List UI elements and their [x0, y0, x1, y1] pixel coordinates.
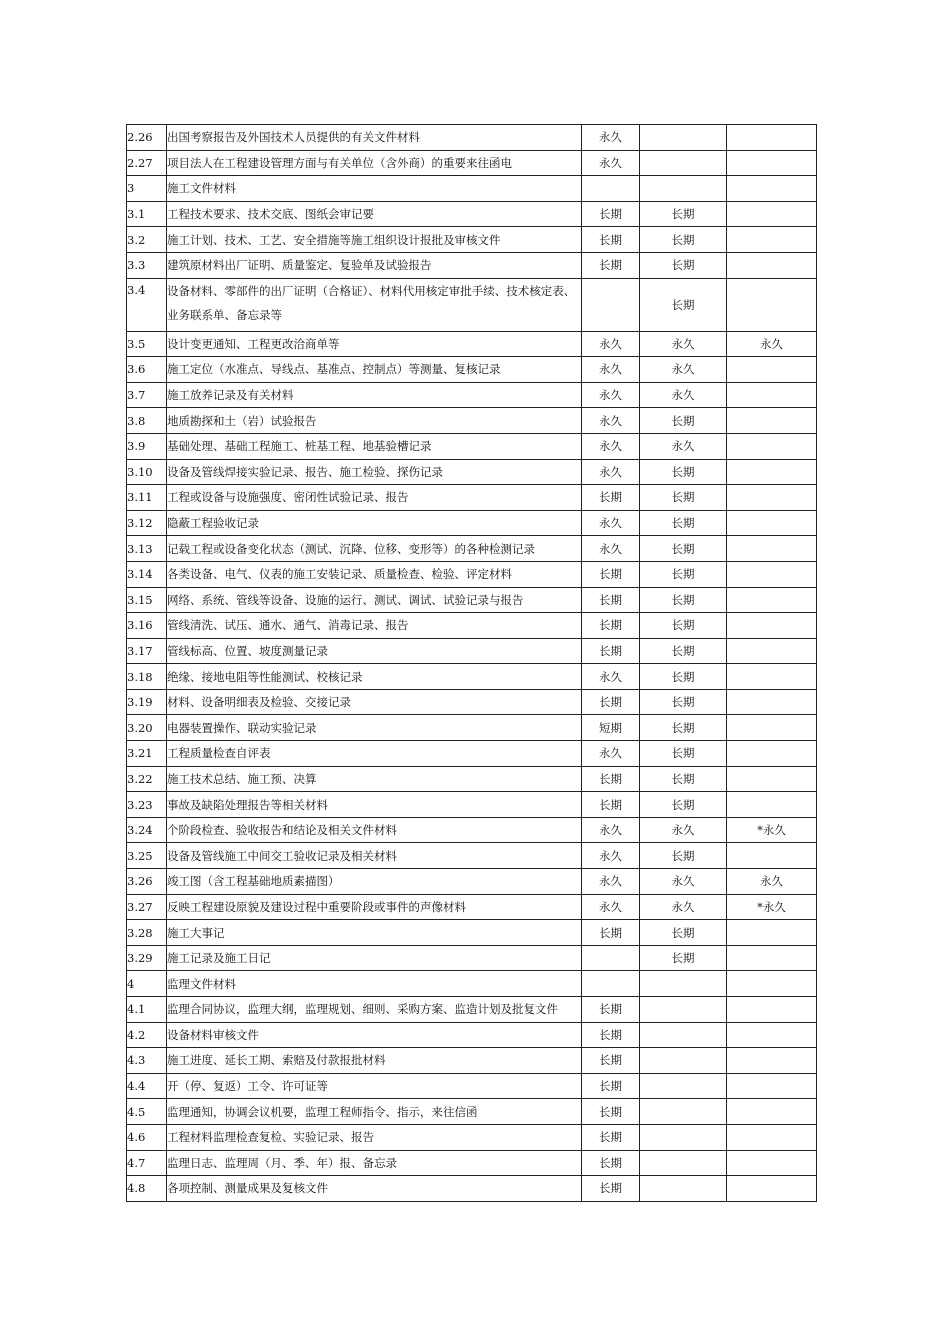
table-row	[127, 587, 817, 613]
item-number-cell: 3.17	[127, 638, 167, 664]
retention-col-2-cell: 长期	[640, 664, 727, 690]
retention-col-1-cell: 长期	[582, 561, 640, 587]
table-row	[127, 843, 817, 869]
retention-col-1-cell: 长期	[582, 1150, 640, 1176]
retention-col-3-cell	[727, 997, 817, 1023]
table-row	[127, 382, 817, 408]
item-number-cell: 4.1	[127, 997, 167, 1023]
item-name-cell: 施工进度、延长工期、索赔及付款报批材料	[167, 1048, 582, 1074]
table-row	[127, 1099, 817, 1125]
table-row	[127, 1048, 817, 1074]
item-number-cell: 3.28	[127, 920, 167, 946]
item-number-cell: 3.14	[127, 561, 167, 587]
table-row	[127, 766, 817, 792]
retention-col-1-cell: 长期	[582, 587, 640, 613]
item-name-cell: 各类设备、电气、仪表的施工安装记录、质量检查、检验、评定材料	[167, 561, 582, 587]
item-name-cell: 个阶段检查、验收报告和结论及相关文件材料	[167, 817, 582, 843]
item-number-cell: 3.8	[127, 408, 167, 434]
item-name-cell: 工程技术要求、技术交底、图纸会审记要	[167, 201, 582, 227]
retention-col-3-cell	[727, 227, 817, 253]
retention-col-2-cell	[640, 1073, 727, 1099]
item-number-cell: 3.25	[127, 843, 167, 869]
retention-col-2-cell	[640, 971, 727, 997]
retention-col-3-cell	[727, 741, 817, 767]
retention-col-2-cell	[640, 125, 727, 151]
retention-col-3-cell	[727, 201, 817, 227]
item-number-cell: 3.10	[127, 459, 167, 485]
item-number-cell: 3.23	[127, 792, 167, 818]
retention-col-3-cell	[727, 150, 817, 176]
retention-col-3-cell	[727, 715, 817, 741]
item-number-cell: 3.15	[127, 587, 167, 613]
item-number-cell: 3.12	[127, 510, 167, 536]
item-name-cell: 出国考察报告及外国技术人员提供的有关文件材料	[167, 125, 582, 151]
table-row	[127, 1124, 817, 1150]
item-number-cell: 3.27	[127, 894, 167, 920]
retention-col-2-cell	[640, 1150, 727, 1176]
retention-col-2-cell	[640, 997, 727, 1023]
retention-col-1-cell: 永久	[582, 510, 640, 536]
table-row	[127, 176, 817, 202]
retention-col-2-cell: 永久	[640, 869, 727, 895]
retention-col-1-cell: 短期	[582, 715, 640, 741]
retention-col-3-cell	[727, 1176, 817, 1202]
table-row	[127, 408, 817, 434]
retention-col-1-cell: 永久	[582, 536, 640, 562]
item-name-cell: 施工记录及施工日记	[167, 945, 582, 971]
item-name-cell: 施工定位（水准点、导线点、基准点、控制点）等测量、复核记录	[167, 357, 582, 383]
item-name-cell: 电器装置操作、联动实验记录	[167, 715, 582, 741]
retention-col-3-cell	[727, 357, 817, 383]
retention-col-3-cell	[727, 1022, 817, 1048]
retention-col-1-cell	[582, 278, 640, 331]
retention-col-3-cell	[727, 613, 817, 639]
retention-col-3-cell	[727, 920, 817, 946]
retention-col-1-cell: 长期	[582, 613, 640, 639]
table-row	[127, 433, 817, 459]
retention-col-1-cell: 长期	[582, 1048, 640, 1074]
retention-col-2-cell	[640, 1099, 727, 1125]
table-row	[127, 792, 817, 818]
item-name-cell: 管线清洗、试压、通水、通气、消毒记录、报告	[167, 613, 582, 639]
retention-col-2-cell: 长期	[640, 278, 727, 331]
retention-col-1-cell	[582, 945, 640, 971]
retention-col-3-cell	[727, 536, 817, 562]
item-name-cell: 设备材料审核文件	[167, 1022, 582, 1048]
table-row	[127, 638, 817, 664]
item-number-cell: 2.27	[127, 150, 167, 176]
table-row	[127, 1022, 817, 1048]
retention-col-3-cell	[727, 664, 817, 690]
retention-col-1-cell: 永久	[582, 459, 640, 485]
item-number-cell: 3.21	[127, 741, 167, 767]
item-number-cell: 3.20	[127, 715, 167, 741]
retention-col-2-cell: 长期	[640, 252, 727, 278]
table-row	[127, 971, 817, 997]
table-row	[127, 510, 817, 536]
retention-col-1-cell: 永久	[582, 894, 640, 920]
retention-col-2-cell: 长期	[640, 689, 727, 715]
table-row	[127, 357, 817, 383]
table-row	[127, 150, 817, 176]
retention-col-3-cell	[727, 689, 817, 715]
item-name-cell: 各项控制、测量成果及复核文件	[167, 1176, 582, 1202]
item-number-cell: 3.18	[127, 664, 167, 690]
retention-col-1-cell: 长期	[582, 227, 640, 253]
item-name-cell: 反映工程建设原貌及建设过程中重要阶段或事件的声像材料	[167, 894, 582, 920]
retention-col-3-cell	[727, 1048, 817, 1074]
retention-col-2-cell: 长期	[640, 536, 727, 562]
item-number-cell: 3.16	[127, 613, 167, 639]
retention-col-1-cell: 永久	[582, 664, 640, 690]
retention-col-2-cell	[640, 1124, 727, 1150]
table-row	[127, 252, 817, 278]
retention-col-3-cell	[727, 485, 817, 511]
table-row	[127, 920, 817, 946]
item-number-cell: 3.13	[127, 536, 167, 562]
table-row	[127, 817, 817, 843]
item-number-cell: 3.11	[127, 485, 167, 511]
item-number-cell: 3.1	[127, 201, 167, 227]
retention-col-3-cell	[727, 638, 817, 664]
retention-col-2-cell: 长期	[640, 843, 727, 869]
table-row	[127, 894, 817, 920]
retention-col-3-cell	[727, 587, 817, 613]
retention-col-1-cell	[582, 971, 640, 997]
retention-col-3-cell	[727, 408, 817, 434]
item-name-cell: 设备材料、零部件的出厂证明（合格证）、材料代用核定审批手续、技术核定表、业务联系单、备忘录等	[167, 278, 582, 331]
retention-col-2-cell: 永久	[640, 817, 727, 843]
retention-col-3-cell	[727, 1073, 817, 1099]
retention-col-1-cell: 永久	[582, 382, 640, 408]
retention-col-1-cell: 长期	[582, 689, 640, 715]
item-name-cell: 绝缘、接地电阻等性能测试、校核记录	[167, 664, 582, 690]
retention-col-1-cell: 长期	[582, 1176, 640, 1202]
item-number-cell: 3.24	[127, 817, 167, 843]
retention-col-1-cell: 永久	[582, 357, 640, 383]
retention-col-1-cell: 永久	[582, 817, 640, 843]
item-name-cell: 竣工图（含工程基础地质素描图）	[167, 869, 582, 895]
retention-col-3-cell	[727, 125, 817, 151]
retention-col-2-cell	[640, 150, 727, 176]
retention-col-1-cell: 永久	[582, 869, 640, 895]
item-name-cell: 基础处理、基础工程施工、桩基工程、地基验槽记录	[167, 433, 582, 459]
retention-col-2-cell: 长期	[640, 459, 727, 485]
table-row	[127, 201, 817, 227]
retention-col-1-cell: 长期	[582, 252, 640, 278]
item-number-cell: 4.2	[127, 1022, 167, 1048]
item-name-cell: 设备及管线施工中间交工验收记录及相关材料	[167, 843, 582, 869]
item-name-cell: 工程或设备与设施强度、密闭性试验记录、报告	[167, 485, 582, 511]
retention-col-3-cell	[727, 176, 817, 202]
item-name-cell: 隐蔽工程验收记录	[167, 510, 582, 536]
retention-col-3-cell: 永久	[727, 869, 817, 895]
item-name-cell: 施工放养记录及有关材料	[167, 382, 582, 408]
table-row	[127, 869, 817, 895]
item-name-cell: 事故及缺陷处理报告等相关材料	[167, 792, 582, 818]
retention-col-3-cell	[727, 510, 817, 536]
retention-col-3-cell	[727, 433, 817, 459]
item-number-cell: 3.26	[127, 869, 167, 895]
item-number-cell: 3.2	[127, 227, 167, 253]
item-name-cell: 施工文件材料	[167, 176, 582, 202]
item-name-cell: 施工计划、技术、工艺、安全措施等施工组织设计报批及审核文件	[167, 227, 582, 253]
retention-col-2-cell: 长期	[640, 561, 727, 587]
retention-col-3-cell	[727, 459, 817, 485]
retention-col-3-cell: *永久	[727, 817, 817, 843]
item-name-cell: 开（停、复返）工令、许可证等	[167, 1073, 582, 1099]
table-row	[127, 945, 817, 971]
retention-col-1-cell: 长期	[582, 201, 640, 227]
retention-col-2-cell: 长期	[640, 587, 727, 613]
item-name-cell: 施工技术总结、施工预、决算	[167, 766, 582, 792]
retention-col-1-cell: 长期	[582, 485, 640, 511]
retention-col-1-cell	[582, 176, 640, 202]
item-name-cell: 工程质量检查自评表	[167, 741, 582, 767]
item-name-cell: 工程材料监理检查复检、实验记录、报告	[167, 1124, 582, 1150]
table-row	[127, 485, 817, 511]
retention-col-1-cell: 永久	[582, 741, 640, 767]
retention-col-1-cell: 长期	[582, 766, 640, 792]
retention-col-3-cell	[727, 792, 817, 818]
item-number-cell: 2.26	[127, 125, 167, 151]
retention-col-2-cell	[640, 1048, 727, 1074]
table-row	[127, 1176, 817, 1202]
item-name-cell: 记载工程或设备变化状态（测试、沉降、位移、变形等）的各种检测记录	[167, 536, 582, 562]
retention-col-2-cell: 长期	[640, 792, 727, 818]
item-number-cell: 3.7	[127, 382, 167, 408]
table-row	[127, 227, 817, 253]
item-number-cell: 3.6	[127, 357, 167, 383]
item-number-cell: 3.4	[127, 278, 167, 331]
item-number-cell: 3.22	[127, 766, 167, 792]
retention-col-2-cell	[640, 1022, 727, 1048]
retention-col-3-cell	[727, 1124, 817, 1150]
item-name-cell: 设备及管线焊接实验记录、报告、施工检验、探伤记录	[167, 459, 582, 485]
item-number-cell: 4.5	[127, 1099, 167, 1125]
table-row	[127, 459, 817, 485]
retention-col-2-cell: 长期	[640, 485, 727, 511]
retention-col-2-cell: 长期	[640, 945, 727, 971]
retention-col-3-cell: *永久	[727, 894, 817, 920]
retention-col-3-cell	[727, 843, 817, 869]
retention-col-2-cell: 长期	[640, 920, 727, 946]
item-number-cell: 4.4	[127, 1073, 167, 1099]
table-row	[127, 741, 817, 767]
item-name-cell: 管线标高、位置、坡度测量记录	[167, 638, 582, 664]
item-name-cell: 建筑原材料出厂证明、质量鉴定、复验单及试验报告	[167, 252, 582, 278]
item-number-cell: 3	[127, 176, 167, 202]
table-row	[127, 664, 817, 690]
retention-col-1-cell: 长期	[582, 1073, 640, 1099]
retention-col-2-cell	[640, 176, 727, 202]
retention-col-2-cell: 长期	[640, 408, 727, 434]
item-number-cell: 4.6	[127, 1124, 167, 1150]
retention-col-2-cell: 长期	[640, 638, 727, 664]
table-row	[127, 125, 817, 151]
table-row	[127, 278, 817, 331]
retention-col-1-cell: 长期	[582, 792, 640, 818]
retention-col-1-cell: 长期	[582, 997, 640, 1023]
retention-col-2-cell: 长期	[640, 227, 727, 253]
table-row	[127, 536, 817, 562]
table-row	[127, 1150, 817, 1176]
table-row	[127, 331, 817, 357]
item-name-cell: 监理通知，协调会议机要，监理工程师指令、指示，来往信函	[167, 1099, 582, 1125]
retention-col-1-cell: 长期	[582, 920, 640, 946]
retention-col-1-cell: 长期	[582, 1099, 640, 1125]
item-name-cell: 施工大事记	[167, 920, 582, 946]
retention-col-3-cell	[727, 252, 817, 278]
item-number-cell: 3.9	[127, 433, 167, 459]
item-name-cell: 地质勘探和土（岩）试验报告	[167, 408, 582, 434]
item-number-cell: 4	[127, 971, 167, 997]
retention-col-1-cell: 永久	[582, 150, 640, 176]
retention-col-3-cell	[727, 945, 817, 971]
table-row	[127, 1073, 817, 1099]
retention-col-3-cell	[727, 1099, 817, 1125]
item-number-cell: 4.3	[127, 1048, 167, 1074]
retention-col-2-cell: 长期	[640, 741, 727, 767]
retention-col-3-cell	[727, 561, 817, 587]
retention-col-2-cell: 长期	[640, 613, 727, 639]
retention-col-3-cell	[727, 766, 817, 792]
retention-col-1-cell: 永久	[582, 433, 640, 459]
retention-col-3-cell	[727, 1150, 817, 1176]
table-row	[127, 561, 817, 587]
retention-col-1-cell: 长期	[582, 1022, 640, 1048]
retention-col-2-cell: 长期	[640, 201, 727, 227]
retention-col-1-cell: 长期	[582, 1124, 640, 1150]
retention-col-1-cell: 永久	[582, 843, 640, 869]
item-name-cell: 监理日志、监理周（月、季、年）报、备忘录	[167, 1150, 582, 1176]
retention-col-2-cell: 永久	[640, 382, 727, 408]
archive-retention-table	[126, 124, 817, 1202]
table-row	[127, 689, 817, 715]
item-number-cell: 3.29	[127, 945, 167, 971]
retention-col-3-cell	[727, 971, 817, 997]
item-name-cell: 网络、系统、管线等设备、设施的运行、测试、调试、试验记录与报告	[167, 587, 582, 613]
item-name-cell: 材料、设备明细表及检验、交接记录	[167, 689, 582, 715]
item-name-cell: 监理文件材料	[167, 971, 582, 997]
table-row	[127, 613, 817, 639]
retention-col-2-cell: 永久	[640, 894, 727, 920]
item-name-cell: 监理合同协议，监理大纲，监理规划、细则、采购方案、监造计划及批复文件	[167, 997, 582, 1023]
item-number-cell: 3.19	[127, 689, 167, 715]
item-number-cell: 4.8	[127, 1176, 167, 1202]
retention-col-1-cell: 永久	[582, 408, 640, 434]
retention-col-1-cell: 长期	[582, 638, 640, 664]
item-number-cell: 3.3	[127, 252, 167, 278]
table-row	[127, 997, 817, 1023]
item-number-cell: 3.5	[127, 331, 167, 357]
retention-col-2-cell: 长期	[640, 715, 727, 741]
retention-col-2-cell: 长期	[640, 510, 727, 536]
retention-col-1-cell: 永久	[582, 125, 640, 151]
table-row	[127, 715, 817, 741]
item-name-cell: 设计变更通知、工程更改洽商单等	[167, 331, 582, 357]
item-number-cell: 4.7	[127, 1150, 167, 1176]
retention-col-3-cell	[727, 382, 817, 408]
item-name-cell: 项目法人在工程建设管理方面与有关单位（含外商）的重要来往函电	[167, 150, 582, 176]
table-body	[127, 125, 817, 1202]
retention-col-2-cell	[640, 1176, 727, 1202]
retention-col-3-cell: 永久	[727, 331, 817, 357]
retention-col-3-cell	[727, 278, 817, 331]
retention-col-1-cell: 永久	[582, 331, 640, 357]
retention-col-2-cell: 永久	[640, 331, 727, 357]
retention-col-2-cell: 长期	[640, 766, 727, 792]
retention-col-2-cell: 永久	[640, 433, 727, 459]
retention-col-2-cell: 永久	[640, 357, 727, 383]
